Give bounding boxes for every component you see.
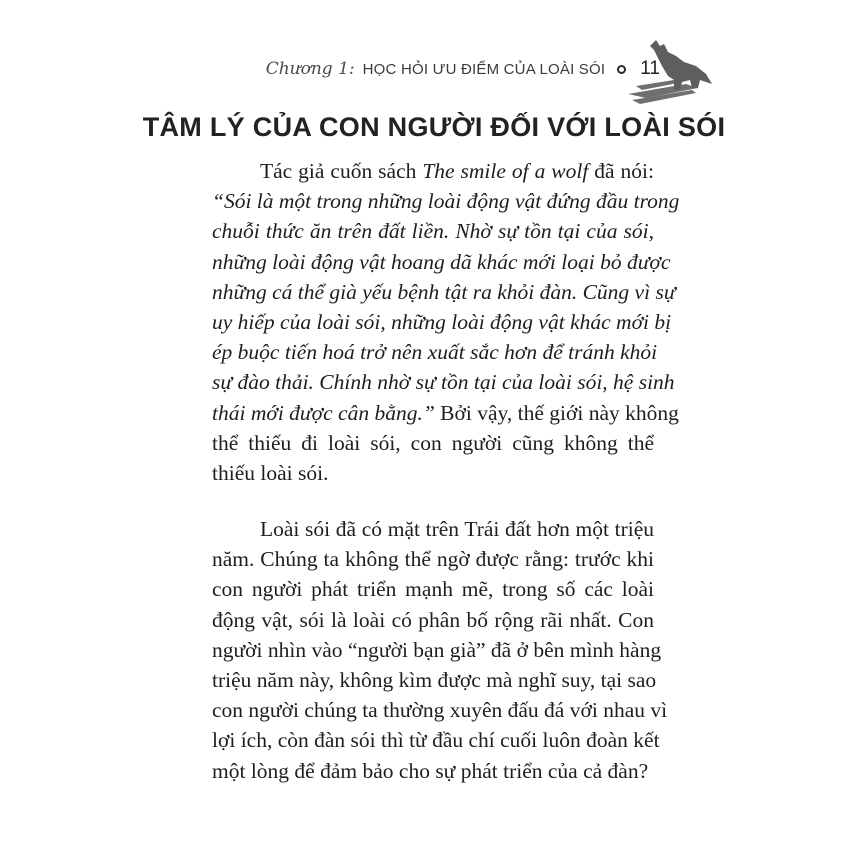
text-line: một lòng để đảm bảo cho sự phát triển của cả đàn? (212, 758, 649, 783)
chapter-title: HỌC HỎI ƯU ĐIỂM CỦA LOÀI SÓI (362, 60, 606, 78)
text-line: năm. Chúng ta không thể ngờ được rằng: trước khi (212, 547, 654, 572)
text-line: động vật, sói là loài có phân bố rộng rãi nhất. Con (212, 607, 654, 632)
text-line: thể thiếu đi loài sói, con người cũng không thể (212, 430, 654, 455)
text-line: sự đào thải. Chính nhờ sự tồn tại của loài sói, hệ sinh (212, 370, 675, 395)
chapter-label: Chương 1: (265, 59, 355, 79)
bullet-icon (617, 65, 626, 74)
text-line: thái mới được cân bằng.” Bởi vậy, thế giới này không (212, 400, 679, 425)
text-line: Loài sói đã có mặt trên Trái đất hơn một triệu (260, 517, 654, 541)
text-line: những cá thể già yếu bệnh tật ra khỏi đàn. Cũng vì sự (212, 279, 676, 304)
wolf-howling-icon (626, 36, 716, 108)
text-line: thiếu loài sói. (212, 461, 329, 486)
text-line: những loài động vật hoang dã khác mới loại bỏ được (212, 249, 671, 274)
text-line: con người chúng ta thường xuyên đấu đá với nhau vì (212, 698, 668, 723)
text-line: chuỗi thức ăn trên đất liền. Nhờ sự tồn tại của sói, (212, 219, 654, 244)
running-header (266, 58, 660, 80)
text-line: con người phát triển mạnh mẽ, trong số các loài (212, 577, 654, 602)
text-line: ép buộc tiến hoá trở nên xuất sắc hơn để tránh khỏi (212, 340, 658, 365)
section-title: TÂM LÝ CỦA CON NGƯỜI ĐỐI VỚI LOÀI SÓI (142, 112, 726, 142)
text-line: Tác giả cuốn sách The smile of a wolf đã nói: (260, 159, 654, 183)
paragraph-1 (212, 156, 680, 488)
text-line: triệu năm này, không kìm được mà nghĩ suy, tại sao (212, 668, 657, 693)
text-line: uy hiếp của loài sói, những loài động vật khác mới bị (212, 310, 672, 335)
paragraph-2 (212, 514, 668, 786)
book-title: The smile of a wolf (422, 159, 589, 183)
text-line: “Sói là một trong những loài động vật đứng đầu trong (212, 189, 680, 214)
page-number: 11 (640, 58, 660, 79)
text-line: người nhìn vào “người bạn già” đã ở bên mình hàng (212, 637, 662, 662)
text-line: lợi ích, còn đàn sói thì từ đầu chí cuối luôn đoàn kết (212, 728, 660, 753)
